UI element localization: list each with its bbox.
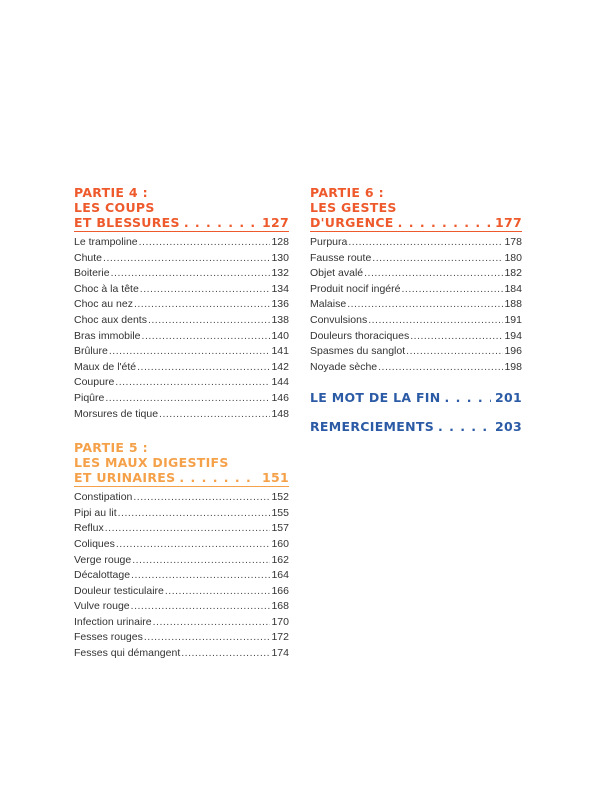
part6-heading-line2: LES GESTES [310,200,397,215]
toc-entry: Piqûre ..... 146 [74,391,289,407]
toc-entry: Noyade sèche ..... 198 [310,360,522,376]
part5-entries [74,490,289,662]
toc-entry: Constipation ..... 152 [74,490,289,506]
toc-entry: Pipi au lit ..... 155 [74,506,289,522]
toc-entry: Malaise ..... 188 [310,297,522,313]
toc-entry: Douleur testiculaire ..... 166 [74,584,289,600]
toc-left-column [74,185,289,662]
toc-entry: Douleurs thoraciques ..... 194 [310,329,522,345]
toc-entry: Maux de l'été ..... 142 [74,360,289,376]
closing-word-page: 201 [495,390,522,406]
part4-heading-line2: LES COUPS [74,200,155,215]
toc-entry: Fesses rouges ..... 172 [74,630,289,646]
toc-entry: Chute ..... 130 [74,251,289,267]
toc-entry: Reflux ..... 157 [74,521,289,537]
toc-entry: Coliques ..... 160 [74,537,289,553]
part5-heading-line1: PARTIE 5 : [74,440,148,456]
toc-entry: Vulve rouge ..... 168 [74,599,289,615]
part6-heading [310,185,522,232]
acknowledgements-page: 203 [495,419,522,435]
toc-entry: Objet avalé ..... 182 [310,266,522,282]
part5-heading-line2: LES MAUX DIGESTIFS [74,455,229,471]
part6-page: 177 [495,215,522,230]
toc-entry: Décalottage ..... 164 [74,568,289,584]
acknowledgements-title: REMERCIEMENTS [310,419,434,435]
toc-entry: Bras immobile ..... 140 [74,329,289,345]
part6-heading-line3: D'URGENCE [310,215,394,230]
part4-heading [74,185,289,232]
acknowledgements-entry [310,419,522,434]
toc-entry: Produit nocif ingéré ..... 184 [310,282,522,298]
toc-entry: Fesses qui démangent ..... 174 [74,646,289,662]
toc-entry: Spasmes du sanglot ..... 196 [310,344,522,360]
toc-entry: Coupure ..... 144 [74,375,289,391]
toc-right-column [310,185,522,434]
part5-page: 151 [262,470,289,486]
part4-page: 127 [262,215,289,230]
toc-entry: Purpura ..... 178 [310,235,522,251]
toc-entry: Le trampoline ..... 128 [74,235,289,251]
toc-entry: Verge rouge ..... 162 [74,553,289,569]
toc-entry: Fausse route ..... 180 [310,251,522,267]
toc-entry: Morsures de tique ..... 148 [74,407,289,423]
toc-entry: Choc à la tête ..... 134 [74,282,289,298]
part4-heading-line1: PARTIE 4 : [74,185,148,200]
toc-entry: Infection urinaire ..... 170 [74,615,289,631]
part4-entries [74,235,289,422]
part5-heading [74,440,289,487]
part6-heading-line1: PARTIE 6 : [310,185,384,200]
toc-entry: Boiterie ..... 132 [74,266,289,282]
toc-entry: Convulsions ..... 191 [310,313,522,329]
toc-entry: Choc au nez ..... 136 [74,297,289,313]
part5-heading-line3: ET URINAIRES [74,470,176,486]
part6-entries [310,235,522,375]
toc-entry: Brûlure ..... 141 [74,344,289,360]
closing-word-title: LE MOT DE LA FIN [310,390,441,406]
toc-entry: Choc aux dents ..... 138 [74,313,289,329]
part4-heading-line3: ET BLESSURES [74,215,180,230]
closing-word-entry [310,390,522,405]
